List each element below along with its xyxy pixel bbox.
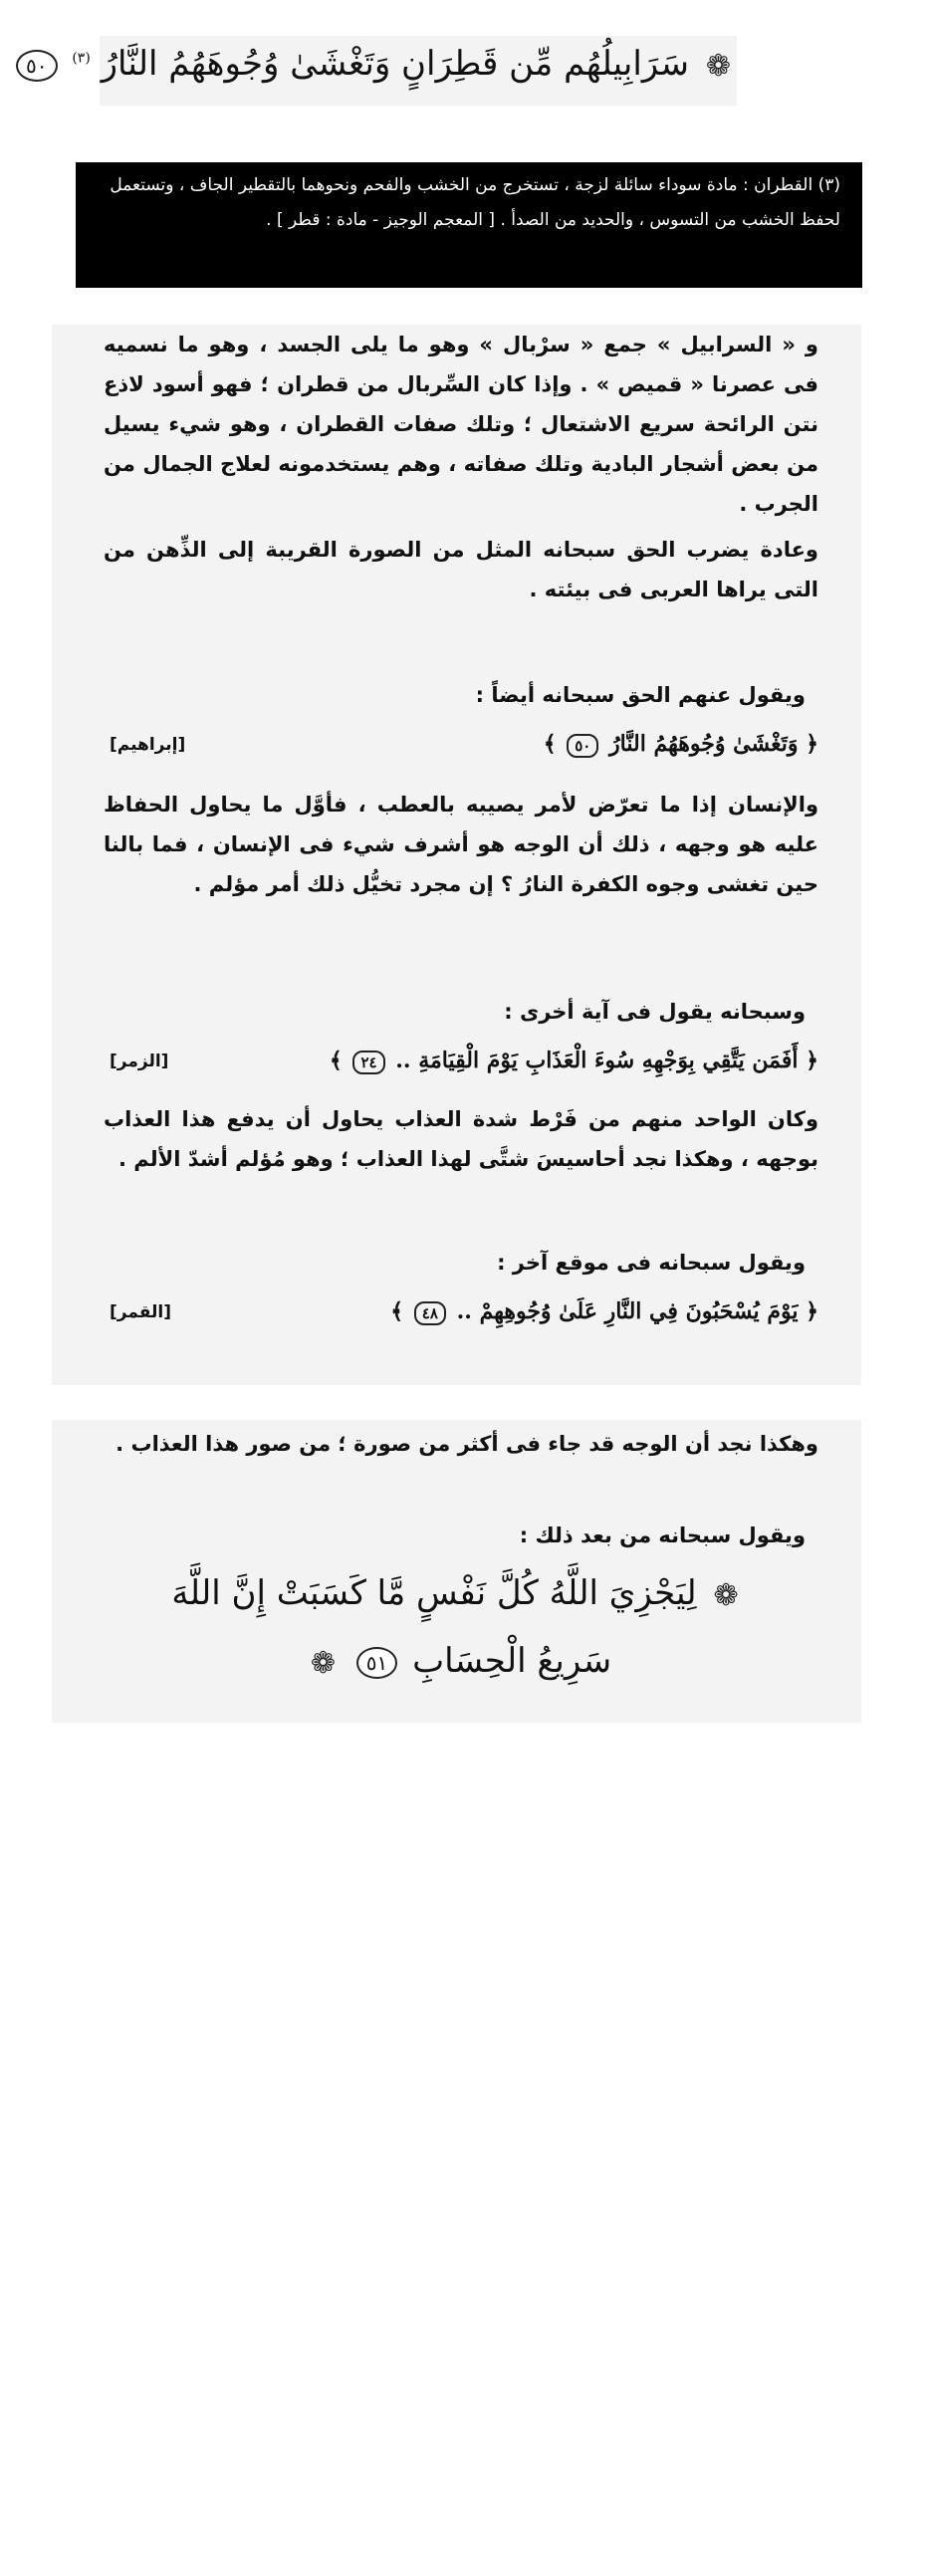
- quote-verse: ﴿ وَتَغْشَىٰ وُجُوهَهُمُ النَّارُ: [609, 731, 818, 757]
- paragraph-summary: وهكذا نجد أن الوجه قد جاء فى أكثر من صورة ؛ من صور هذا العذاب .: [116, 1432, 818, 1456]
- quote-close-bracket: ﴾: [390, 1298, 404, 1324]
- verse-header: [26, 44, 737, 84]
- quote-zumar: [110, 1048, 818, 1087]
- intro-line-4: ويقول سبحانه من بعد ذلك :: [519, 1523, 806, 1547]
- intro-line-1: ويقول عنهم الحق سبحانه أيضاً :: [475, 683, 806, 707]
- verse-end-text-1: لِيَجْزِيَ اللَّهُ كُلَّ نَفْسٍ مَّا كَسَبَتْ إِنَّ اللَّهَ: [171, 1573, 697, 1613]
- verse-end-text-2: سَرِيعُ الْحِسَابِ: [412, 1641, 612, 1681]
- quote-source: [إبراهيم]: [110, 735, 186, 755]
- quote-number-badge: ٢٤: [352, 1051, 384, 1074]
- footnote-box: [76, 162, 862, 288]
- intro-line-2: وسبحانه يقول فى آية أخرى :: [504, 1000, 806, 1024]
- quote-source: [الزمر]: [110, 1052, 169, 1071]
- verse-header-text: سَرَابِيلُهُم مِّن قَطِرَانٍ وَتَغْشَىٰ وُجُوهَهُمُ النَّارُ: [101, 44, 690, 84]
- quote-verse: ﴿ أَفَمَن يَتَّقِي بِوَجْهِهِ سُوءَ الْعَذَابِ يَوْمَ الْقِيَامَةِ ..: [395, 1048, 818, 1073]
- quote-verse: ﴿ يَوْمَ يُسْحَبُونَ فِي النَّارِ عَلَىٰ وُجُوهِهِمْ ..: [456, 1298, 818, 1324]
- ornament-icon: ❁: [310, 1645, 336, 1681]
- intro-line-3: ويقول سبحانه فى موقع آخر :: [497, 1251, 806, 1275]
- ayah-number-badge: ٥١: [356, 1647, 397, 1679]
- quote-text: [544, 731, 818, 758]
- footnote-text: (٣) القطران : مادة سوداء سائلة لزجة ، تستخرج من الخشب والفحم ونحوهما بالتقطير الجاف ، وتستعمل لحفظ الخشب من التسوس ، والحديد من الصدأ . [ المعجم الوجيز - مادة : قطر ] .: [110, 175, 840, 230]
- verse-end-line-2: [100, 1641, 816, 1681]
- paragraph-pushing: وكان الواحد منهم من فَرْط شدة العذاب يحاول أن يدفع هذا العذاب بوجهه ، وهكذا نجد أحاسيسَ شتَّى لهذا العذاب ؛ وهو مُؤلم أشدّ الألم .: [104, 1107, 818, 1171]
- quote-ibrahim: [110, 731, 818, 771]
- paragraph-example: وعادة يضرب الحق سبحانه المثل من الصورة القريبة إلى الذِّهن من التى يراها العربى فى بيئته .: [104, 538, 818, 601]
- quote-source: [القمر]: [110, 1302, 171, 1322]
- quote-number-badge: ٥٠: [567, 734, 598, 758]
- quote-text: [330, 1048, 818, 1074]
- verse-end-line-1: [100, 1573, 816, 1613]
- quote-close-bracket: ﴾: [329, 1048, 343, 1073]
- quote-qamar: [110, 1298, 818, 1338]
- ornament-right-icon: ❁: [705, 48, 731, 84]
- ornament-icon: ❁: [713, 1577, 739, 1613]
- quote-close-bracket: ﴾: [543, 731, 557, 757]
- quote-number-badge: ٤٨: [414, 1301, 446, 1325]
- quote-text: [390, 1298, 818, 1325]
- paragraph-face: والإنسان إذا ما تعرّض لأمر يصيبه بالعطب ، فأوَّل ما يحاول الحفاظ عليه هو وجهه ، ذلك أن الوجه هو أشرف شيء فى الإنسان ، فما بالنا حين تغشى وجوه الكفرة النارُ ؟ إن مجرد تخيُّل ذلك أمر مؤلم .: [104, 793, 818, 896]
- paragraph-sarabeel: و « السرابيل » جمع « سرْبال » وهو ما يلى الجسد ، وهو ما نسميه فى عصرنا « قميص » . وإذا كان السِّربال من قطران ؛ فهو أسود لاذع نتن الرائحة سريع الاشتعال ؛ وتلك صفات القطران ، وهو شيء يسيل من بعض أشجار البادية وتلك صفاته ، وهم يستخدمونه لعلاج الجمال من الجرب .: [104, 333, 818, 516]
- ayah-number-badge: ٥٠: [16, 50, 57, 82]
- footnote-marker: (٣): [72, 50, 91, 67]
